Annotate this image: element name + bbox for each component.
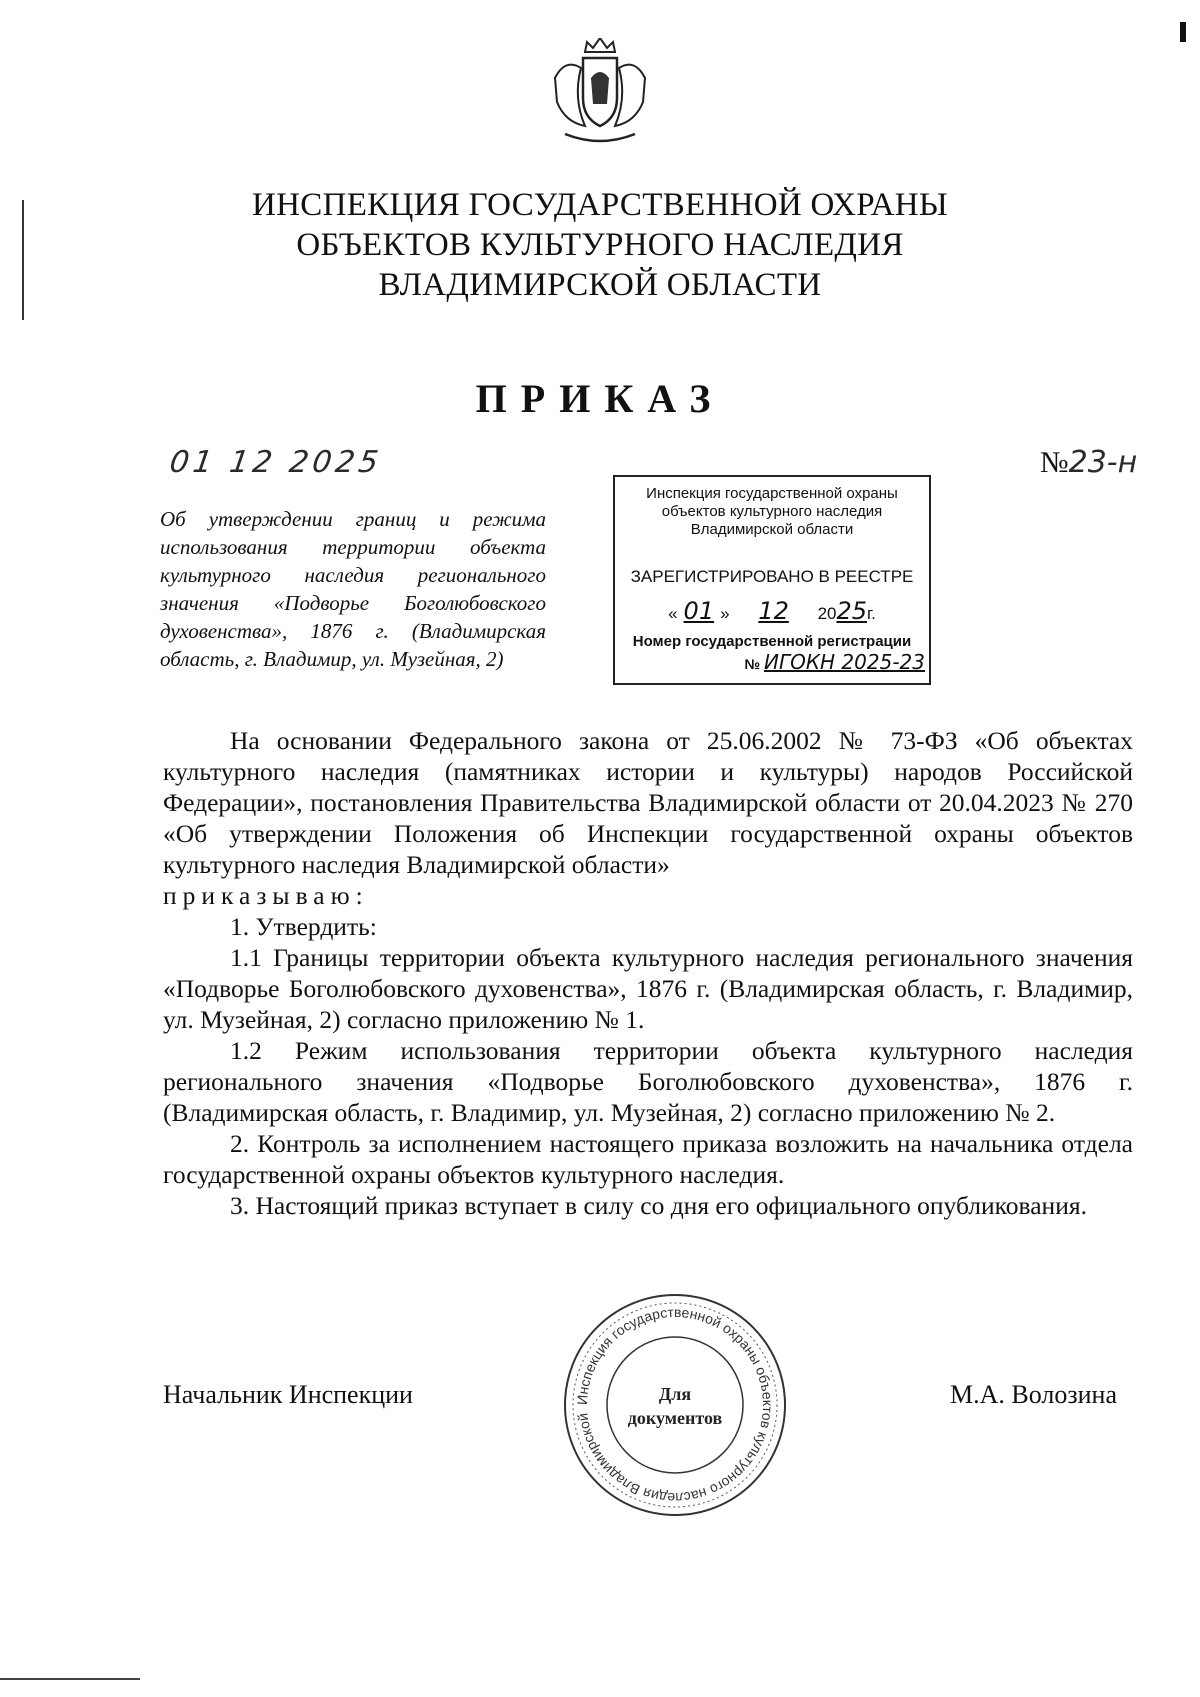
stamp-date — [615, 597, 929, 625]
stamp-reg-prefix: № — [744, 656, 761, 672]
seal-center-line-2: документов — [627, 1408, 723, 1428]
stamp-year-prefix: 20 — [817, 604, 837, 623]
order-number — [1040, 445, 1137, 480]
order-body — [163, 725, 1133, 1221]
stamp-reg-value: ИГОКН 2025-23 — [763, 650, 925, 674]
stamp-line-2: объектов культурного наследия — [661, 503, 883, 520]
stamp-year-suffix: 25 — [836, 597, 868, 625]
stamp-year-unit: г. — [867, 604, 876, 623]
organization-line-2: ОБЪЕКТОВ КУЛЬТУРНОГО НАСЛЕДИЯ — [296, 227, 904, 263]
item-1-2: 1.2 Режим использования территории объекта культурного наследия регионального значения «Подворье Боголюбовского духовенства», 1876 г. (Владимирская область, г. Владимир, ул. Музейная, 2) согласно приложению № 2. — [163, 1036, 1133, 1127]
number-value: 23-н — [1068, 445, 1138, 480]
item-1-1: 1.1 Границы территории объекта культурного наследия регионального значения «Подворье Боголюбовского духовенства», 1876 г. (Владимирская область, г. Владимир, ул. Музейная, 2) согласно приложению № 1. — [163, 943, 1133, 1034]
signatory-name: М.А. Волозина — [950, 1380, 1118, 1409]
stamp-reg-number-label: Номер государственной регистрации — [632, 633, 912, 650]
stamp-line-3: Владимирской области — [690, 521, 854, 538]
item-1: 1. Утвердить: — [230, 912, 377, 941]
item-2: 2. Контроль за исполнением настоящего приказа возложить на начальника отдела государственной охраны объектов культурного наследия. — [163, 1129, 1133, 1189]
stamp-close-quote: » — [720, 604, 730, 623]
stamp-day: 01 — [683, 597, 715, 625]
seal-center-line-1: Для — [658, 1384, 692, 1404]
organization-name — [0, 185, 1200, 305]
number-prefix: № — [1040, 446, 1069, 479]
stamp-open-quote: « — [668, 604, 678, 623]
order-word: приказываю: — [163, 881, 369, 910]
stamp-reg-number — [615, 650, 929, 674]
stamp-registered: ЗАРЕГИСТРИРОВАНО В РЕЕСТРЕ — [630, 567, 914, 586]
seal-ring-text: Инспекция государственной охраны объектов культурного наследия Владимирской — [573, 1303, 777, 1507]
official-seal — [560, 1290, 790, 1520]
document-title: ПРИКАЗ — [475, 376, 725, 421]
order-subject: Об утверждении границ и режима использования территории объекта культурного наследия регионального значения «Подворье Боголюбовского духовенства», 1876 г. (Владимирская область, г. Владимир, ул. Музейная, 2) — [160, 507, 546, 671]
stamp-month: 12 — [758, 597, 789, 625]
order-date: 01 12 2025 — [167, 445, 385, 480]
coat-of-arms-emblem — [545, 38, 655, 148]
registry-stamp — [613, 475, 931, 685]
stamp-line-1: Инспекция государственной охраны — [646, 485, 898, 502]
preamble: На основании Федерального закона от 25.06.2002 № 73-ФЗ «Об объектах культурного наследия (памятниках истории и культуры) народов Российской Федерации», постановления Правительства Владимирской области от 20.04.2023 № 270 «Об утверждении Положения об Инспекции государственной охраны объектов культурного наследия Владимирской области» — [163, 726, 1133, 879]
organization-line-1: ИНСПЕКЦИЯ ГОСУДАРСТВЕННОЙ ОХРАНЫ — [252, 187, 948, 223]
item-3: 3. Настоящий приказ вступает в силу со дня его официального опубликования. — [230, 1191, 1087, 1220]
signatory-position: Начальник Инспекции — [163, 1380, 413, 1409]
organization-line-3: ВЛАДИМИРСКОЙ ОБЛАСТИ — [378, 267, 822, 303]
corner-mark — [1180, 22, 1186, 42]
footer-line — [0, 1678, 140, 1680]
